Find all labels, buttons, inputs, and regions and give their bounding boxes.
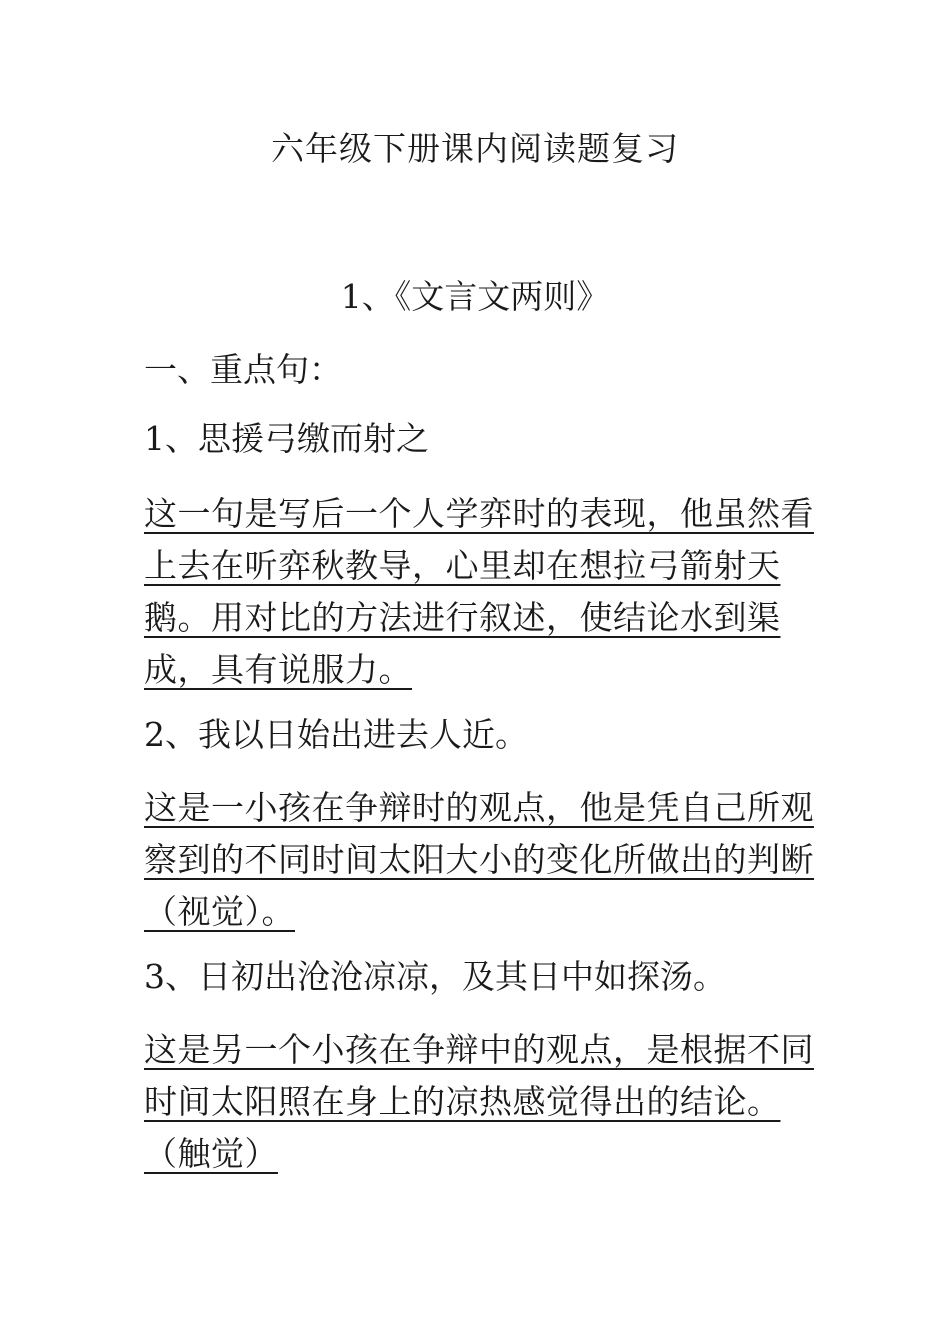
explanation-2 bbox=[144, 782, 824, 938]
explanation-1 bbox=[144, 488, 824, 696]
document-title: 六年级下册课内阅读题复习 bbox=[271, 129, 679, 168]
explanation-3-text: 这是另一个小孩在争辩中的观点，是根据不同时间太阳照在身上的凉热感觉得出的结论。（触觉） bbox=[144, 1030, 814, 1173]
key-sentence-2: 2、我以日始出进去人近。 bbox=[144, 715, 528, 754]
key-sentence-3: 3、日初出沧沧凉凉，及其日中如探汤。 bbox=[144, 957, 726, 996]
section-heading: 一、重点句： bbox=[144, 350, 342, 389]
explanation-1-text: 这一句是写后一个人学弈时的表现，他虽然看上去在听弈秋教导，心里却在想拉弓箭射天鹅。用对比的方法进行叙述，使结论水到渠成，具有说服力。 bbox=[144, 494, 814, 689]
explanation-2-text: 这是一小孩在争辩时的观点，他是凭自己所观察到的不同时间太阳大小的变化所做出的判断（视觉）。 bbox=[144, 788, 814, 931]
key-sentence-1: 1、思援弓缴而射之 bbox=[144, 419, 429, 458]
lesson-title: 1、《文言文两则》 bbox=[340, 277, 610, 316]
explanation-3 bbox=[144, 1024, 824, 1180]
